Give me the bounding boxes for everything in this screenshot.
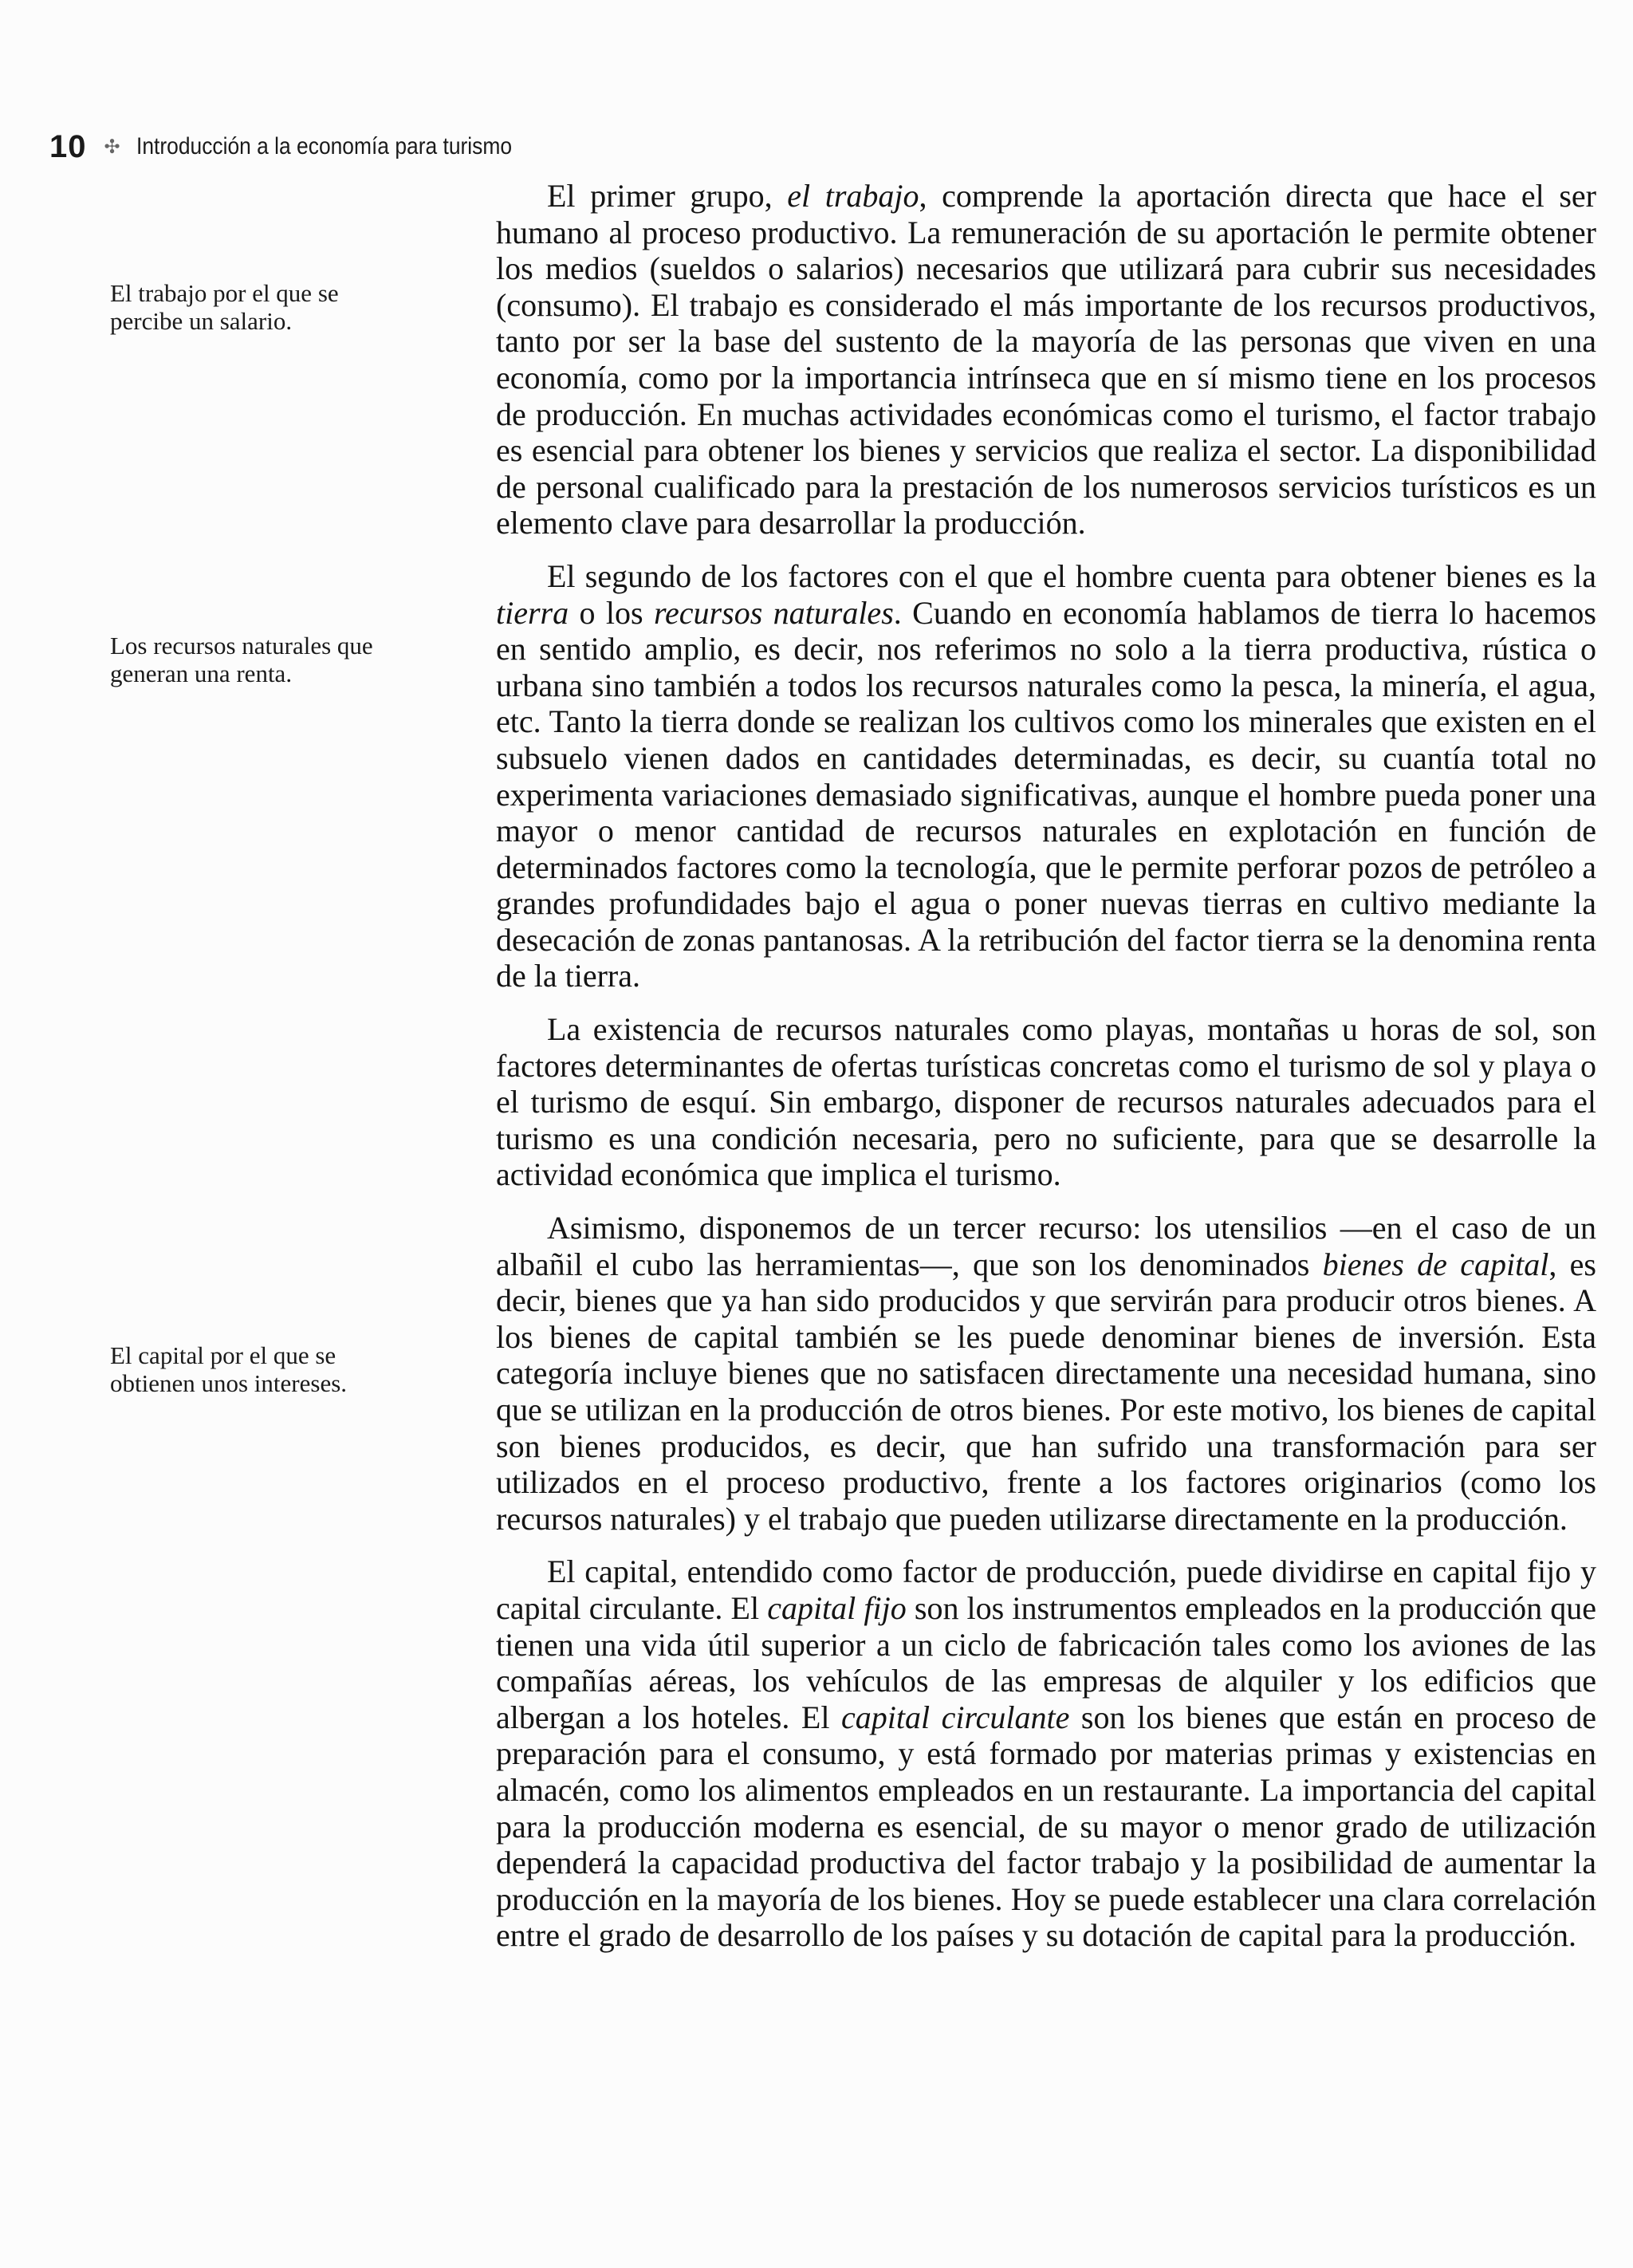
term-capital-circulante: capital circulante bbox=[841, 1699, 1070, 1735]
paragraph-capital-fijo-circulante: El capital, entendido como factor de producción, puede dividirse en capital fijo y capital circulante. El capital fijo son los instrumentos empleados en la producción que tienen una vida útil superior a un ciclo de fabricación tales como los aviones de las compañías aéreas, los vehículos de las empresas de alquiler y los edificios que albergan a los hoteles. El capital circulante son los bienes que están en proceso de preparación para el consumo, y está formado por materias primas y existencias en almacén, como los alimentos empleados en un restaurante. La importancia del capital para la producción moderna es esencial, de su mayor o menor grado de utilización dependerá la capacidad productiva del factor trabajo y la posibilidad de aumentar la producción en la mayoría de los bienes. Hoy se puede establecer una clara correlación entre el grado de desarrollo de los países y su dotación de capital para la producción. bbox=[496, 1553, 1596, 1954]
margin-note-recursos-naturales: Los recursos naturales que generan una renta. bbox=[110, 632, 373, 687]
ornament-icon: ✣ bbox=[104, 136, 120, 158]
page-number: 10 bbox=[49, 128, 87, 164]
paragraph-trabajo: El primer grupo, el trabajo, comprende la aportación directa que hace el ser humano al proceso productivo. La remuneración de su aportación le permite obtener los medios (sueldos o salarios) necesarios que utilizará para cubrir sus necesidades (consumo). El trabajo es considerado el más importante de los recursos productivos, tanto por ser la base del sustento de la mayoría de las personas que viven en una economía, como por la importancia intrínseca que en sí mismo tiene en los procesos de producción. En muchas actividades económicas como el turismo, el factor trabajo es esencial para obtener los bienes y servicios que realiza el sector. La disponibilidad de personal cualificado para la prestación de los numerosos servicios turísticos es un elemento clave para desarrollar la producción. bbox=[496, 178, 1596, 541]
margin-note-capital: El capital por el que se obtienen unos intereses. bbox=[110, 1341, 348, 1397]
margin-note-trabajo: El trabajo por el que se percibe un salario. bbox=[110, 279, 339, 335]
paragraph-recursos-turismo: La existencia de recursos naturales como playas, montañas u horas de sol, son factores determinantes de ofertas turísticas concretas como el turismo de sol y playa o el turismo de esquí. Sin embargo, disponer de recursos naturales adecuados para el turismo es una condición necesaria, pero no suficiente, para que se desarrolle la actividad económica que implica el turismo. bbox=[496, 1011, 1596, 1193]
paragraph-bienes-capital: Asimismo, disponemos de un tercer recurso: los utensilios —en el caso de un albañil el cubo las herramientas—, que son los denominados bienes de capital, es decir, bienes que ya han sido producidos y que servirán para producir otros bienes. A los bienes de capital también se les puede denominar bienes de inversión. Esta categoría incluye bienes que no satisfacen directamente una necesidad humana, sino que se utilizan en la producción de otros bienes. Por este motivo, los bienes de capital son bienes producidos, es decir, que han sufrido una transformación para ser utilizados en el proceso productivo, frente a los factores originarios (como los recursos naturales) y el trabajo que pueden utilizarse directamente en la producción. bbox=[496, 1210, 1597, 1537]
running-header bbox=[49, 128, 563, 166]
term-capital-fijo: capital fijo bbox=[767, 1589, 907, 1626]
term-trabajo: el trabajo bbox=[787, 178, 919, 214]
term-recursos-naturales: recursos naturales bbox=[653, 594, 894, 631]
body-text bbox=[496, 178, 1596, 1971]
paragraph-tierra: El segundo de los factores con el que el hombre cuenta para obtener bienes es la tierra o los recursos naturales. Cuando en economía hablamos de tierra lo hacemos en sentido amplio, es decir, nos referimos no solo a la tierra productiva, rústica o urbana sino también a todos los recursos naturales como la pesca, la minería, el agua, etc. Tanto la tierra donde se realizan los cultivos como los minerales que existen en el subsuelo vienen dados en cantidades determinadas, es decir, su cuantía total no experimenta variaciones demasiado significativas, aunque el hombre pueda poner una mayor o menor cantidad de recursos naturales en explotación en función de determinados factores como la tecnología, que le permite perforar pozos de petróleo a grandes profundidades bajo el agua o poner nuevas tierras en cultivo mediante la desecación de zonas pantanosas. A la retribución del factor tierra se la denomina renta de la tierra. bbox=[496, 557, 1596, 994]
term-tierra: tierra bbox=[496, 594, 569, 631]
term-bienes-de-capital: bienes de capital bbox=[1322, 1246, 1549, 1282]
book-title: Introducción a la economía para turismo bbox=[136, 133, 512, 159]
